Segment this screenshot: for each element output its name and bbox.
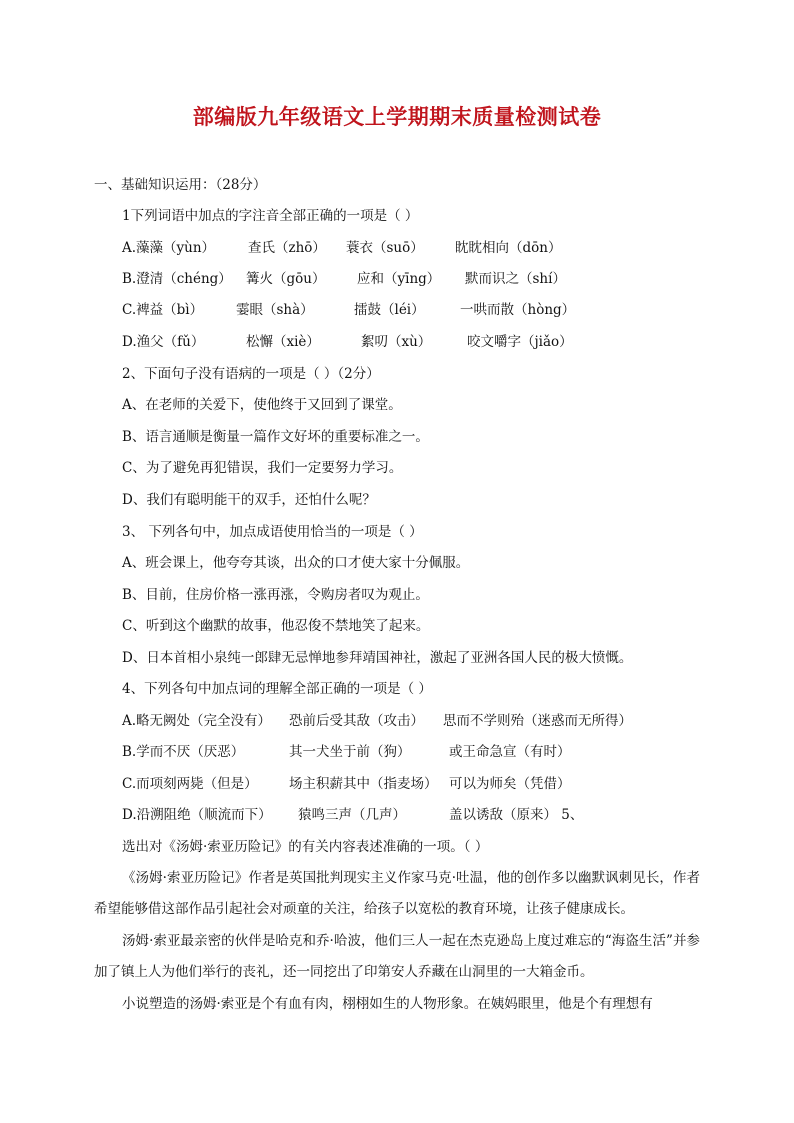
q1-option-d-4: 咬文嚼字（jiǎo） <box>467 334 573 350</box>
q4-option-a-1: A.略无阙处（完全没有） <box>122 713 272 729</box>
q1-option-c-2: 霎眼（shà） <box>236 302 314 318</box>
q4-option-c-3: 可以为师矣（凭借） <box>449 776 571 792</box>
q4-option-a-2: 恐前后受其敌（攻击） <box>289 713 424 729</box>
question-2-stem: 2、下面句子没有语病的一项是（ ）（2分） <box>122 366 380 382</box>
q1-option-a-3: 蓑衣（suō） <box>346 240 424 256</box>
q1-option-d-3: 絮叨（xù） <box>361 334 432 350</box>
q2-option-b: B、语言通顺是衡量一篇作文好坏的重要标准之一。 <box>122 429 429 445</box>
q1-option-d-2: 松懈（xiè） <box>246 334 320 350</box>
q4-option-a-3: 思而不学则殆（迷惑而无所得） <box>443 713 632 729</box>
question-1-stem: 1下列词语中加点的字注音全部正确的一项是（ ） <box>122 208 419 224</box>
q1-option-b-2: 篝火（gōu） <box>246 271 326 287</box>
q1-option-c-3: 擂鼓（léi） <box>354 302 425 318</box>
q4-option-d-3: 盖以诱敌（原来） 5、 <box>449 807 584 823</box>
q1-option-a-2: 查氏（zhō） <box>248 240 326 256</box>
q4-option-d-1: D.沿溯阻绝（顺流而下） <box>122 807 272 823</box>
q5-paragraph-2: 汤姆·索亚最亲密的伙伴是哈克和乔·哈波，他们三人一起在杰克逊岛上度过难忘的“海盗生活”并参加了镇上人为他们举行的丧礼，还一同挖出了印第安人乔藏在山洞里的一大箱金币。 <box>94 933 700 980</box>
question-3-stem: 3、 下列各句中，加点成语使用恰当的一项是（ ） <box>122 524 423 540</box>
q3-option-b: B、目前，住房价格一涨再涨，令购房者叹为观止。 <box>122 587 429 603</box>
question-4-stem: 4、下列各句中加点词的理解全部正确的一项是（ ） <box>122 681 432 697</box>
q2-option-c: C、为了避免再犯错误，我们一定要努力学习。 <box>122 460 403 476</box>
q4-option-b-2: 其一犬坐于前（狗） <box>289 744 411 760</box>
q2-option-a: A、在老师的关爱下，使他终于又回到了课堂。 <box>122 397 402 413</box>
q4-option-b-3: 或王命急宣（有时） <box>449 744 571 760</box>
q1-option-c-4: 一哄而散（hòng） <box>460 302 576 318</box>
section-heading: 一、基础知识运用：（28分） <box>94 177 267 193</box>
q1-option-b-1: B.澄清（chéng） <box>122 271 232 287</box>
q1-option-b-4: 默而识之（shí） <box>465 271 566 287</box>
q3-option-d: D、日本首相小泉纯一郎肆无忌惮地参拜靖国神社，激起了亚洲各国人民的极大愤慨。 <box>122 650 633 666</box>
q4-option-c-2: 场主积薪其中（指麦场） <box>289 776 438 792</box>
q3-option-a: A、班会课上，他夸夸其谈，出众的口才使大家十分佩服。 <box>122 555 470 571</box>
q1-option-c-1: C.裨益（bì） <box>122 302 204 318</box>
q5-paragraph-1: 《汤姆·索亚历险记》作者是英国批判现实主义作家马克·吐温，他的创作多以幽默讽刺见长，作者希望能够借这部作品引起社会对顽童的关注，给孩子以宽松的教育环境，让孩子健康成长。 <box>94 870 700 917</box>
q1-option-b-3: 应和（yīng） <box>357 271 441 287</box>
q3-option-c: C、听到这个幽默的故事，他忍俊不禁地笑了起来。 <box>122 618 430 634</box>
q2-option-d: D、我们有聪明能干的双手，还怕什么呢？ <box>122 492 376 508</box>
q1-option-a-4: 眈眈相向（dōn） <box>455 240 562 256</box>
q4-option-c-1: C.而项刻两毙（但是） <box>122 776 258 792</box>
question-5-stem: 选出对《汤姆·索亚历险记》的有关内容表述准确的一项。（ ） <box>122 839 489 855</box>
q4-option-b-1: B.学而不厌（厌恶） <box>122 744 245 760</box>
document-title: 部编版九年级语文上学期期末质量检测试卷 <box>192 105 602 129</box>
q4-option-d-2: 猿鸣三声（几声） <box>298 807 406 823</box>
q1-option-a-1: A.藻藻（yùn） <box>122 240 216 256</box>
q5-paragraph-3: 小说塑造的汤姆·索亚是个有血有肉，栩栩如生的人物形象。在姨妈眼里，他是个有理想有 <box>122 996 653 1012</box>
q1-option-d-1: D.渔父（fǔ） <box>122 334 205 350</box>
